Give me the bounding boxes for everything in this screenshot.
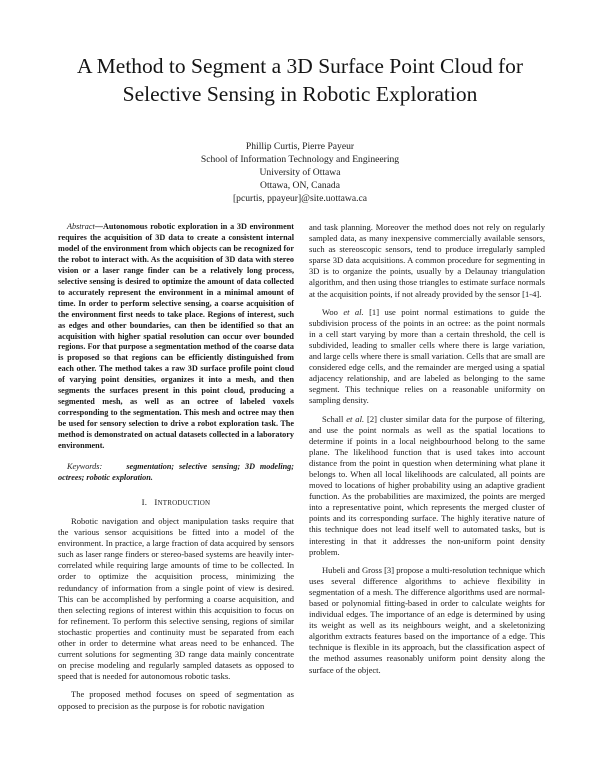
right-paragraph-2 — [309, 307, 545, 407]
author-block — [0, 140, 600, 205]
intro-paragraph-2: The proposed method focuses on speed of segmentation as opposed to precision as the purpose is for robotic navigation — [58, 689, 294, 711]
right-column — [309, 222, 545, 676]
keywords-text: segmentation; selective sensing; 3D modeling; octrees; robotic exploration. — [58, 462, 294, 482]
right-paragraph-3 — [309, 414, 545, 558]
right-paragraph-1: and task planning. Moreover the method does not rely on regularly sampled data, as many inexpensive commercially available sensors, such as stereoscopic sensors, tend to produce irregularly sampled sparse 3D data acquisitions. A common procedure for segmenting in 3D is to organize the points, usually by a Delaunay triangulation algorithm, and then using those triangles to estimate surface normals at the acquisition points, if not already provided by the sensor [1-4]. — [309, 222, 545, 299]
affiliation-school: School of Information Technology and Engineering — [200, 154, 400, 165]
affiliation-location: Ottawa, ON, Canada — [260, 180, 340, 191]
abstract — [58, 222, 294, 452]
section-title-first: I — [154, 496, 158, 507]
left-column — [58, 222, 294, 712]
keywords — [58, 462, 294, 484]
section-title-rest: NTRODUCTION — [157, 498, 211, 507]
p2-etal: et al. — [343, 306, 364, 317]
affiliation-university: University of Ottawa — [259, 167, 341, 178]
title-line-1: A Method to Segment a 3D Surface Point Cloud for — [76, 54, 524, 78]
right-paragraph-4: Hubeli and Gross [3] propose a multi-resolution technique which uses several difference algorithms to achieve flexibility in segmentation of a mesh. The difference algorithms used are normal-based or polynomial fitting-based in order to calculate weights for individual edges. The importance of an edge is determined by using its weight as well as its neighbours weight, and a skeletonizing algorithm extracts features based on the importance of a edge. This technique is flexible in its approach, but the classification aspect of the method assumes reasonably uniform point density along the surface of the object. — [309, 564, 545, 675]
abstract-lead: Abstract — [67, 222, 95, 231]
keywords-label: Keywords: — [67, 462, 103, 472]
p3-etal: et al. — [346, 413, 365, 424]
intro-paragraph-1: Robotic navigation and object manipulation tasks require that the various sensor acquisitions be fitted into a model of the environment. In practice, a large fraction of data acquired by sensors such as laser range finders or stereo-based systems are heavily inter-correlated while requiring large amounts of time to be collected. In order to optimize the acquisition process, minimizing the redundancy of information from a single point of view is desired. This can be accomplished by performing a coarse acquisition, and then selecting regions of interest within this acquisition to focus on for refinement. To perform this selective sensing, regions of similar stochastic properties and continuity must be separated from each other in order to determine what areas need to be enhanced. The current solutions for segmenting 3D range data mainly concentrate on precise modeling and regularly sampled datasets as opposed to speed that is needed for autonomous robotic tasks. — [58, 516, 294, 682]
title-line-2: Selective Sensing in Robotic Exploration — [122, 82, 478, 106]
author-email: [pcurtis, ppayeur]@site.uottawa.ca — [232, 193, 368, 204]
paper-title — [40, 52, 560, 108]
p3-author: Schall — [322, 413, 347, 424]
p2-body: [1] use point normal estimations to guide the subdivision process of the points in an octree: as the point normals in a cell start varying by more than a certain threshold, the cell is subdivided, leading to smaller cells where there is large variation, and large cells where there is small variation. Cells that are small are considered edge cells, and the remainder are merged using a spatial adjacency relationship, and are labeled as belonging to the same segment. This technique relies on a reasonable uniformity on sampling density. — [309, 306, 545, 406]
section-heading — [58, 497, 294, 509]
author-names: Phillip Curtis, Pierre Payeur — [245, 141, 355, 152]
p2-author: Woo — [322, 306, 344, 317]
abstract-body: —Autonomous robotic exploration in a 3D environment requires the acquisition of 3D data to create a consistent internal model of the environment from which objects can be recognized for the robot to interact with. As the acquisition of 3D data with stereo vision or a laser range finder can be a relatively long process, selective sensing is desired to optimize the amount of data collected to accurately represent the environment in a minimal amount of time. In order to perform selective sensing, a coarse acquisition of the environment first needs to take place. Regions of interest, such as edges and other boundaries, can then be identified so that an acquisition with higher spatial resolution can occur over bounded regions. For that purpose a segmentation method of the coarse data is proposed so that regions can be efficiently distinguished from each other. The method takes a raw 3D surface profile point cloud of varying point densities, organizes it into a mesh, and then segments the surfaces present in this point cloud, producing a segmented mesh, as well as an octree of labeled voxels corresponding to the segmentation. This mesh and octree may then be used for sensory selection to drive a robot exploration task. The method is demonstrated on actual datasets collected in a laboratory environment. — [58, 222, 294, 451]
p3-body: [2] cluster similar data for the purpose of filtering, and use the point normals as well as the spatial locations to determine if points in a local neighbourhood belong to the same plane. The likelihood function that is used takes into account distance from the point in question when determining what plane it belongs to. When all local likelihoods are calculated, all points are moved to locations of higher probability using an adaptive gradient function. As the probabilities are maximized, the points are merged into a representative point, which represents the merged cluster of points and its corresponding surface. The highly iterative nature of this technique does not lead itself well to automated tasks, but is interesting in that it addresses the non-uniform point density problem. — [309, 413, 545, 557]
section-number: I. — [141, 496, 148, 507]
